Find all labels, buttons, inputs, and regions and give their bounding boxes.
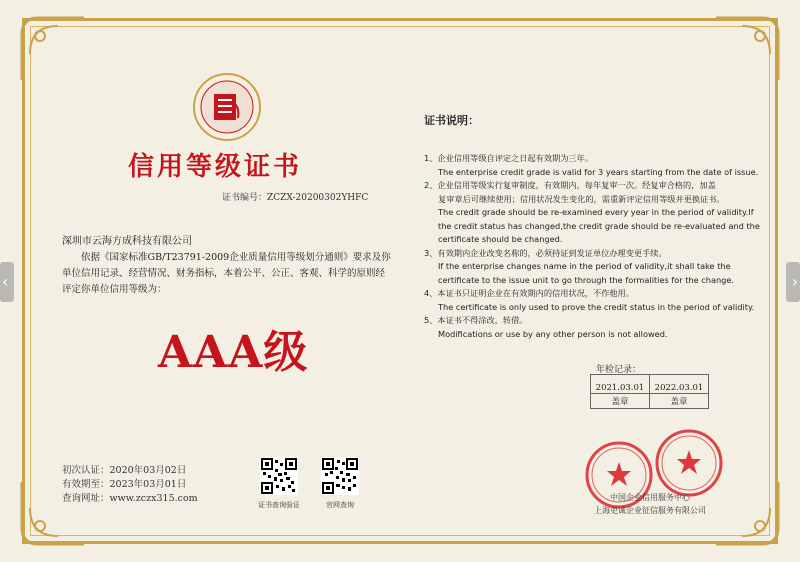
red-seal-stamp-icon [654,428,724,498]
company-name: 深圳市云海方成科技有限公司 [62,236,192,247]
notes-list [424,152,764,341]
note-en: The certificate is only used to prove the credit status in the period of validity. [438,301,755,312]
note-en: The credit grade should be re-examined every year in the period of validity.If the credit status has changed,the credit grade should be re-evaluated and the certificate should be changed. [438,207,760,244]
note-zh: 3、有效期内企业改变名称的，必须持证到发证单位办理变更手续。 [424,247,667,258]
chevron-left-icon: ‹ [2,272,9,291]
record-date: 2021.03.01 [591,375,650,394]
certificate-title: 信用等级证书 [128,152,303,182]
certificate-info [62,464,198,506]
note-zh: 5、本证书不得涂改，转借。 [424,315,528,325]
record-stamp: 盖章 [650,394,709,409]
certificate-body-text: 依据《国家标准GB/T23791-2009企业质量信用等级划分通则》要求及你单位信用记录、经营情况、财务指标，本着公平、公正、客观、科学的原则经评定你单位信用等级为： [62,252,391,295]
qr-verify-label: 证书查询验证 [258,501,300,509]
first-certification-date: 初次认证：2020年03月02日 [62,465,187,476]
annual-records-table [590,374,709,409]
query-website: 查询网址：www.zczx315.com [62,493,198,504]
issuer-line-2: 上海吏诚企业征信服务有限公司 [594,506,706,515]
record-stamp: 盖章 [591,394,650,409]
issuer-line-1: 中国企业信用服务中心 [610,493,690,502]
qr-code-icon [260,457,298,495]
note-en: Modifications or use by any other person is not allowed. [438,328,668,339]
note-zh-continued: 复审章后可继续使用；信用状况发生变化的，需重新评定信用等级并更换证书。 [438,193,725,204]
credit-seal-logo-icon [192,72,262,142]
note-en: If the enterprise changes name in the period of validity,it shall take the certificate to the issue unit to go through the formalities for the change. [438,261,735,285]
note-zh: 2、企业信用等级实行复审制度，有效期内，每年复审一次。经复审合格的，加盖 [424,180,716,190]
corner-ornament-icon [18,14,88,84]
note-zh: 4、本证书只证明企业在有效期内的信用状况，不作他用。 [424,288,634,298]
annual-records-label: 年检记录： [596,365,642,375]
note-en: The enterprise credit grade is valid for 3 years starting from the date of issue. [438,166,759,177]
qr-website-label: 官网查询 [326,501,354,509]
certificate-number: 证书编号：ZCZX-20200302YHFC [222,193,369,203]
credit-grade: AAA级 [158,327,309,378]
notes-title: 证书说明： [424,114,479,127]
validity-date: 有效期至：2023年03月01日 [62,479,187,490]
record-date: 2022.03.01 [650,375,709,394]
chevron-right-icon: › [791,272,798,291]
qr-code-icon [321,457,359,495]
note-zh: 1、企业信用等级自评定之日起有效期为三年。 [424,153,593,163]
corner-ornament-icon [712,14,782,84]
